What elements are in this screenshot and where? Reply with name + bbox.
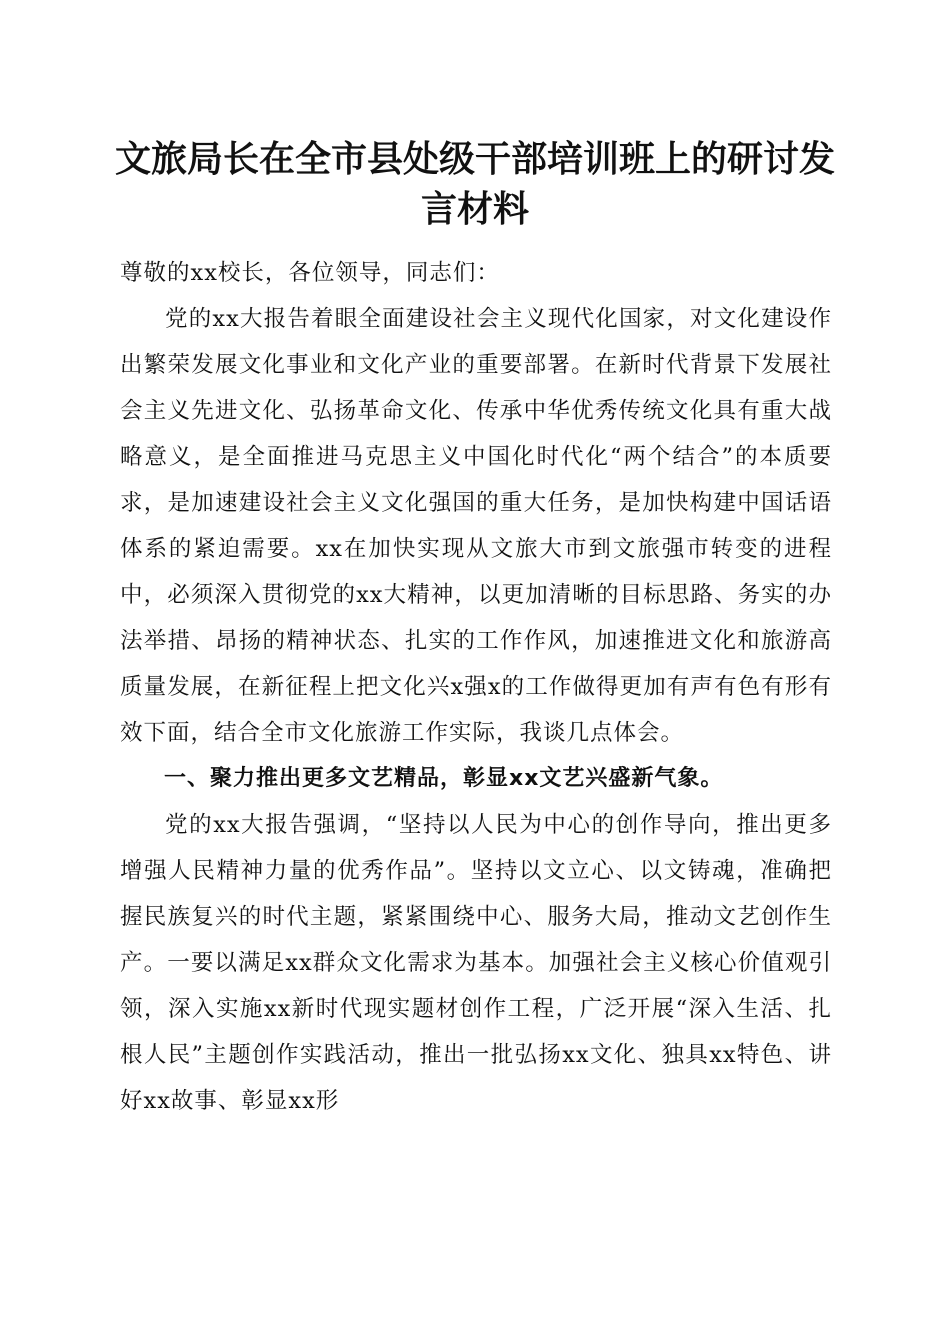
paragraph-intro: 党的xx大报告着眼全面建设社会主义现代化国家，对文化建设作出繁荣发展文化事业和文化产业的重要部署。在新时代背景下发展社会主义先进文化、弘扬革命文化、传承中华优秀传统文化具有重大战略意义，是全面推进马克思主义中国化时代化“两个结合”的本质要求，是加速建设社会主义文化强国的重大任务，是加快构建中国话语体系的紧迫需要。xx在加快实现从文旅大市到文旅强市转变的进程中，必须深入贯彻党的xx大精神，以更加清晰的目标思路、务实的办法举措、昂扬的精神状态、扎实的工作作风，加速推进文化和旅游高质量发展，在新征程上把文化兴x强x的工作做得更加有声有色有形有效下面，结合全市文化旅游工作实际，我谈几点体会。 bbox=[120, 306, 832, 746]
section-heading-1: 一、聚力推出更多文艺精品，彰显xx文艺兴盛新气象。 bbox=[164, 766, 724, 791]
greeting-line: 尊敬的xx校长，各位领导，同志们： bbox=[120, 260, 500, 286]
document-body bbox=[120, 250, 832, 1124]
document-title: 文旅局长在全市县处级干部培训班上的研讨发言材料 bbox=[114, 138, 835, 230]
paragraph-section-1: 党的xx大报告强调，“坚持以人民为中心的创作导向，推出更多增强人民精神力量的优秀作品”。坚持以文立心、以文铸魂，准确把握民族复兴的时代主题，紧紧围绕中心、服务大局，推动文艺创作生产。一要以满足xx群众文化需求为基本。加强社会主义核心价值观引领，深入实施xx新时代现实题材创作工程，广泛开展“深入生活、扎根人民”主题创作实践活动，推出一批弘扬xx文化、独具xx特色、讲好xx故事、彰显xx形 bbox=[120, 812, 832, 1114]
